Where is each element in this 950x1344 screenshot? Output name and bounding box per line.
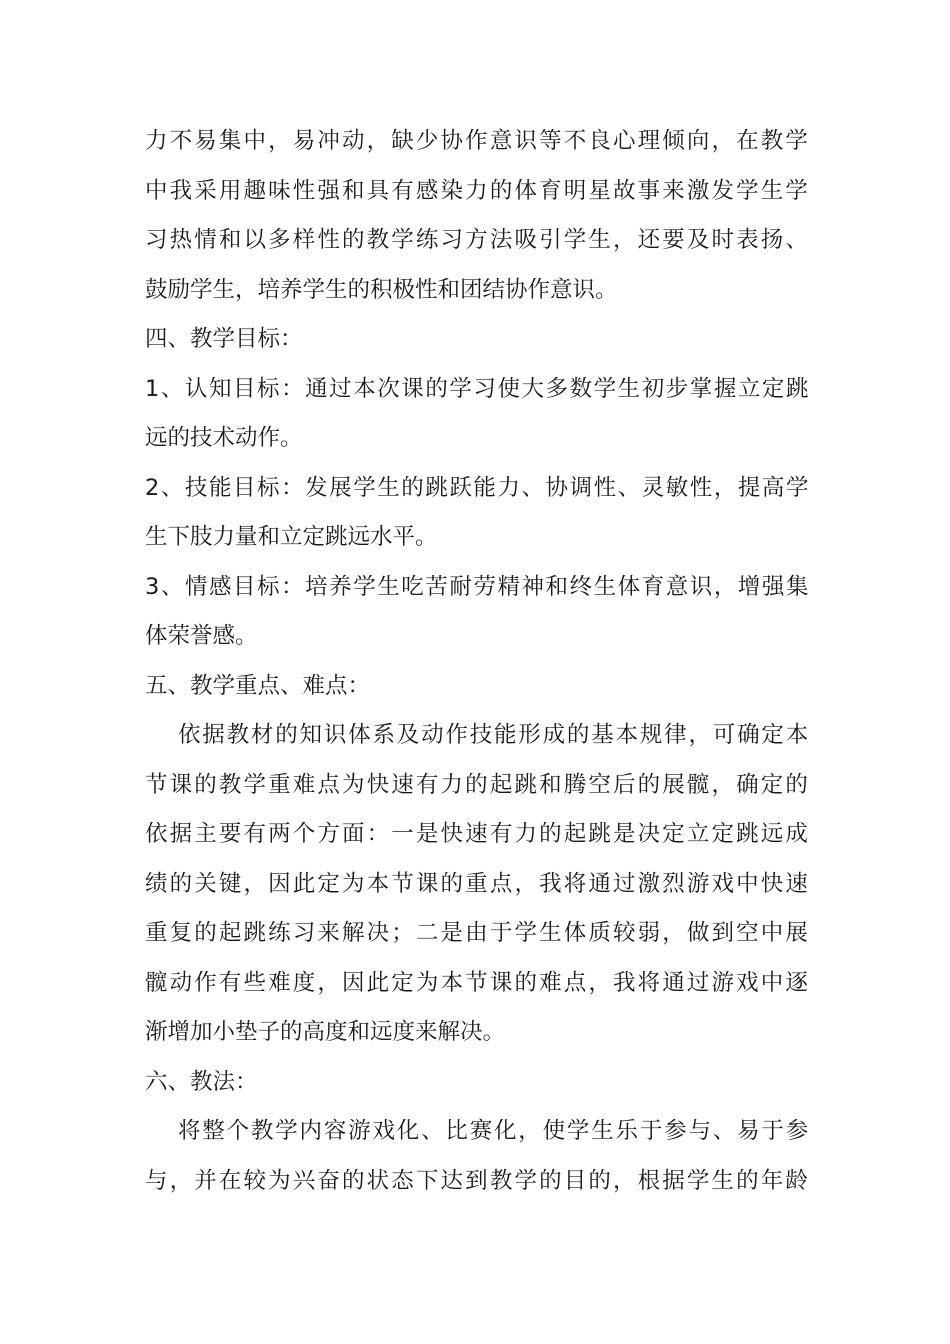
- text-line: 力不易集中，易冲动，缺少协作意识等不良心理倾向，在教学: [145, 128, 810, 154]
- paragraph-key-points: [145, 711, 810, 1058]
- text-line: 绩的关键，因此定为本节课的重点，我将通过激烈游戏中快速: [145, 870, 810, 897]
- text-line: 中我采用趣味性强和具有感染力的体育明星故事来激发学生学: [145, 177, 810, 204]
- text-line: 2、技能目标：发展学生的跳跃能力、协调性、灵敏性，提高学: [145, 474, 810, 501]
- text-line: 鼓励学生，培养学生的积极性和团结协作意识。: [145, 276, 618, 303]
- text-line: 与，并在较为兴奋的状态下达到教学的目的，根据学生的年龄: [145, 1167, 810, 1194]
- text-line: 渐增加小垫子的高度和远度来解决。: [145, 1019, 506, 1045]
- text-line: 习热情和以多样性的教学练习方法吸引学生，还要及时表扬、: [145, 227, 810, 253]
- paragraph-intro-continued: [145, 117, 810, 315]
- text-line: 生下肢力量和立定跳远水平。: [145, 524, 438, 550]
- text-line: 依据教材的知识体系及动作技能形成的基本规律，可确定本: [178, 722, 811, 748]
- text-line: 远的技术动作。: [145, 425, 303, 451]
- heading-text: 五、教学重点、难点：: [145, 672, 371, 699]
- heading-text: 六、教法：: [145, 1068, 258, 1095]
- text-line: 3、情感目标：培养学生吃苦耐劳精神和终生体育意识，增强集: [145, 573, 810, 600]
- paragraph-teaching-method: [145, 1107, 810, 1206]
- document-body: [145, 117, 810, 1206]
- text-line: 重复的起跳练习来解决；二是由于学生体质较弱，做到空中展: [145, 920, 810, 946]
- text-line: 1、认知目标：通过本次课的学习使大多数学生初步掌握立定跳: [145, 375, 810, 402]
- text-line: 依据主要有两个方面：一是快速有力的起跳是决定立定跳远成: [145, 821, 810, 847]
- goal-item-cognitive: [145, 365, 810, 464]
- goal-item-skill: [145, 464, 810, 563]
- section-heading-key-points: [145, 662, 810, 712]
- text-line: 体荣誉感。: [145, 623, 258, 649]
- text-line: 髋动作有些难度，因此定为本节课的难点，我将通过游戏中逐: [145, 969, 810, 996]
- text-line: 将整个教学内容游戏化、比赛化，使学生乐于参与、易于参: [178, 1118, 811, 1144]
- goal-item-emotional: [145, 563, 810, 662]
- heading-text: 四、教学目标：: [145, 326, 303, 352]
- section-heading-teaching-goals: [145, 315, 810, 365]
- text-line: 节课的教学重难点为快速有力的起跳和腾空后的展髋，确定的: [145, 771, 810, 798]
- section-heading-teaching-method: [145, 1058, 810, 1108]
